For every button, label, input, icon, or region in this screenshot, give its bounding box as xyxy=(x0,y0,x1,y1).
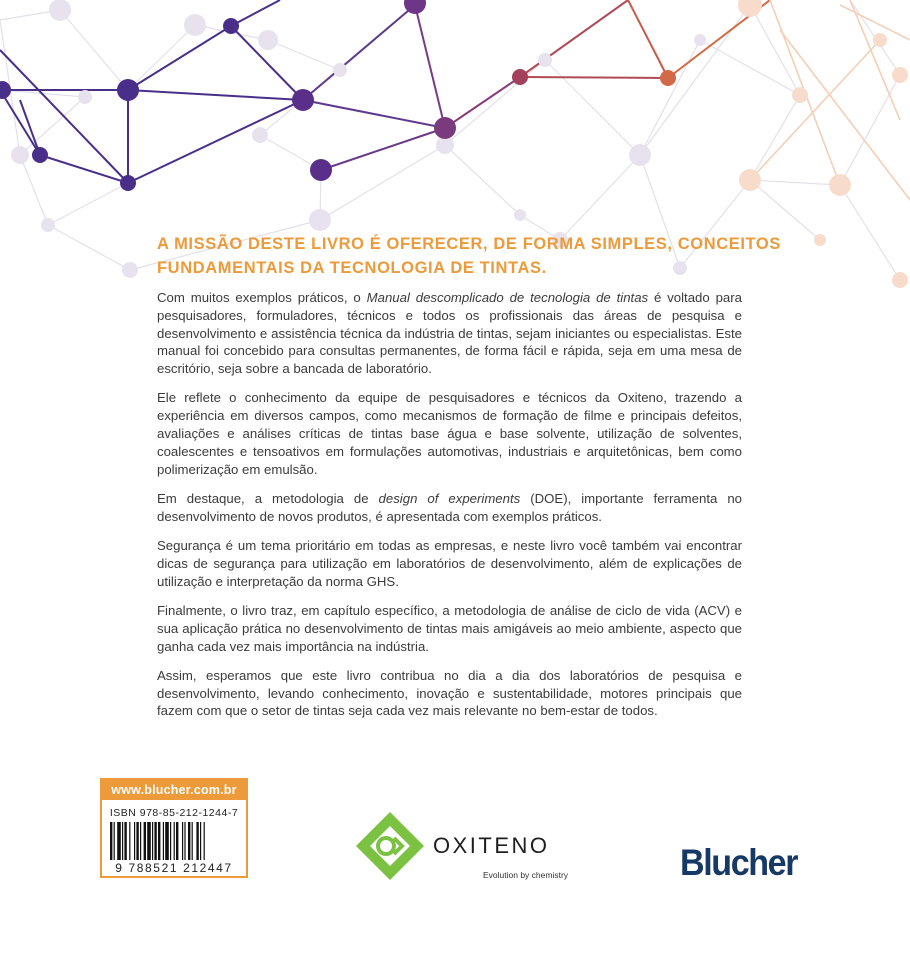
isbn-label: ISBN 978-85-212-1244-7 xyxy=(109,807,239,819)
doe-italic: design of experiments xyxy=(378,490,521,506)
paragraph-6: Assim, esperamos que este livro contribua no dia a dia dos laboratórios de pesquisa e desenvolvimento, levando conhecimento, inovação e sustentabilidade, motores principais que fazem com que o setor de tintas seja cada vez mais relevante no bem-estar de todos. xyxy=(157,667,742,719)
barcode-bar xyxy=(182,822,183,860)
barcode-bar xyxy=(165,822,169,860)
barcode-bar xyxy=(134,822,135,860)
barcode-bar xyxy=(117,822,121,860)
barcode-bar xyxy=(200,822,201,860)
barcode-bar xyxy=(192,822,193,860)
barcode-bar xyxy=(122,822,123,860)
headline-line-1: A MISSÃO DESTE LIVRO É OFERECER, DE FORMA SIMPLES, CONCEITOS xyxy=(157,235,781,253)
publisher-url: www.blucher.com.br xyxy=(102,780,246,800)
paragraph-5: Finalmente, o livro traz, em capítulo específico, a metodologia de análise de ciclo de vida (ACV) e sua aplicação prática no desenvolvimento de tintas mais amigáveis ao meio ambiente, aspecto que ganha cada vez mais importância na indústria. xyxy=(157,602,742,654)
oxiteno-tagline: Evolution by chemistry xyxy=(483,870,569,880)
barcode-bar xyxy=(144,822,146,860)
barcode-bar xyxy=(158,822,160,860)
barcode-bar xyxy=(110,822,112,860)
paragraph-1: Com muitos exemplos práticos, o Manual descomplicado de tecnologia de tintas é voltado para pesquisadores, formuladores, técnicos e todos os profissionais das áreas de pesquisa e desenvolvimento e assistência técnica da indústria de tintas, sejam iniciantes ou especialistas. Este manual foi concebido para consultas permanentes, de forma fácil e rápida, seja em uma mesa de escritório, seja sobre a bancada de laboratório. xyxy=(157,290,742,377)
barcode-bar xyxy=(170,822,171,860)
paragraph-4: Segurança é um tema prioritário em todas as empresas, e neste livro você também vai encontrar dicas de segurança para utilização em laboratórios de desenvolvimento, além de explicações de utilização e interpretação da norma GHS. xyxy=(157,538,742,589)
isbn-barcode xyxy=(100,778,248,878)
barcode-bar xyxy=(140,822,141,860)
paragraph-2: Ele reflete o conhecimento da equipe de pesquisadores e técnicos da Oxiteno, trazendo a experiência em diversos campos, como mecanismos de formação de filme e principais defeitos, avaliações e análises críticas de tintas base água e base solvente, utilização de solventes, coalescentes e tensoativos em formulações automotivas, industriais e arquitetônicas, bem como polimerização em emulsão. xyxy=(157,390,742,477)
book-title-italic: Manual descomplicado de tecnologia de tintas xyxy=(366,290,649,305)
barcode-bar xyxy=(114,822,115,860)
barcode-bar xyxy=(129,822,130,860)
barcode-digits: 9 788521 212447 xyxy=(115,861,233,875)
barcode-bar xyxy=(163,822,164,860)
barcode-bar xyxy=(196,822,198,860)
oxiteno-logo-icon xyxy=(354,810,426,882)
barcode-bars xyxy=(110,822,238,860)
barcode-bar xyxy=(147,822,151,860)
barcode-bar xyxy=(184,822,185,860)
barcode-bar xyxy=(154,822,156,860)
description-body xyxy=(157,289,742,732)
paragraph-3: Em destaque, a metodologia de design of experiments (DOE), importante ferramenta no desenvolvimento de novos produtos, é apresentada com exemplos práticos. xyxy=(157,490,742,524)
oxiteno-wordmark: OXITENO xyxy=(433,833,550,858)
barcode-bar xyxy=(174,822,175,860)
barcode-bar xyxy=(176,822,178,860)
blucher-logo: Blucher xyxy=(680,842,798,883)
headline xyxy=(157,232,781,280)
barcode-bar xyxy=(188,822,190,860)
barcode-bar xyxy=(136,822,138,860)
headline-line-2: FUNDAMENTAIS DA TECNOLOGIA DE TINTAS. xyxy=(157,259,547,277)
barcode-bar xyxy=(152,822,153,860)
barcode-bar xyxy=(124,822,126,860)
barcode-bar xyxy=(204,822,205,860)
